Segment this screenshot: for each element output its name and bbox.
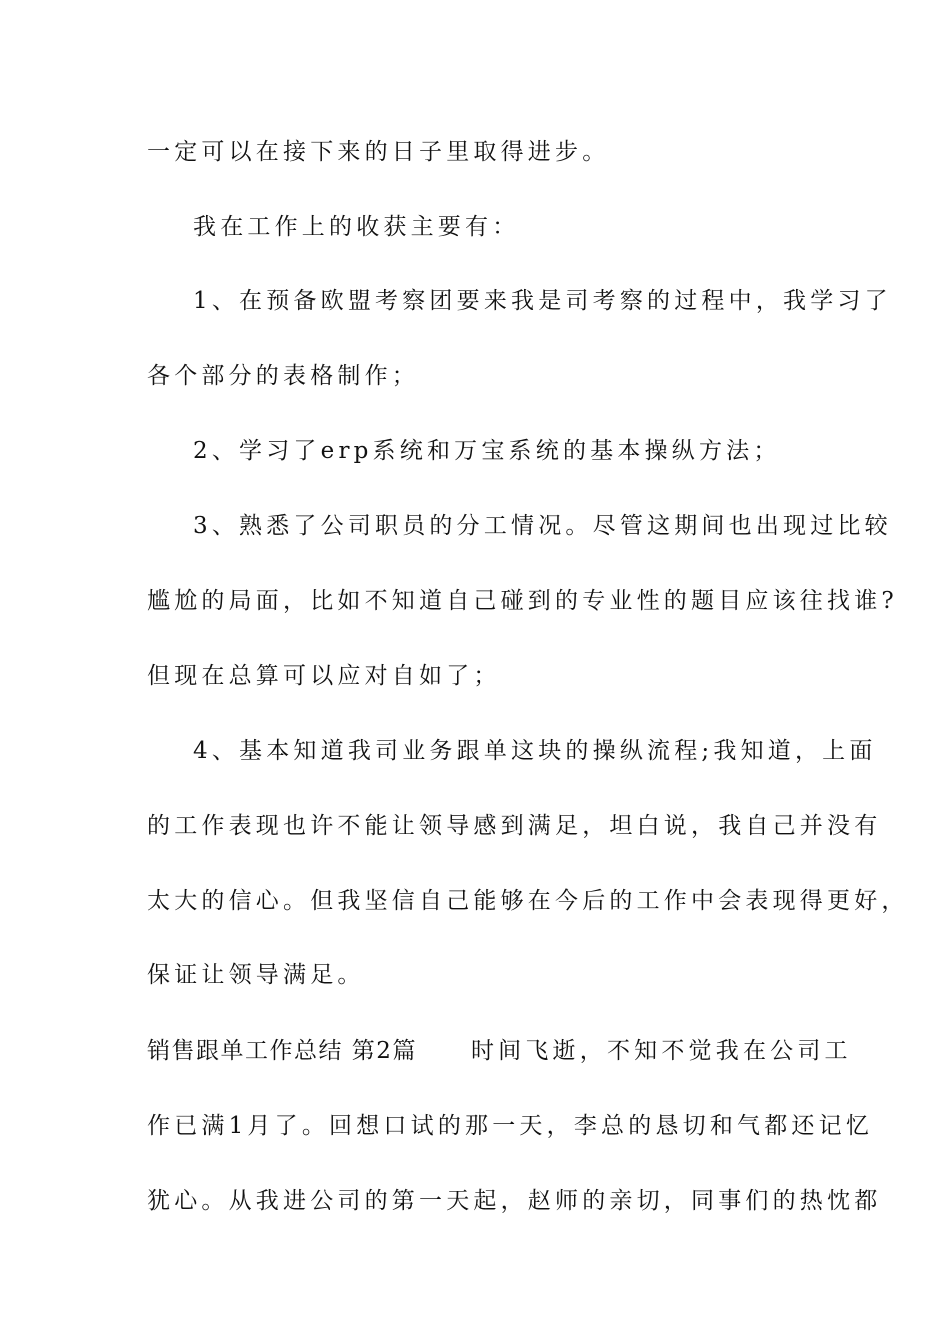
paragraph-line: 3、熟悉了公司职员的分工情况。尽管这期间也出现过比较 xyxy=(193,513,892,539)
paragraph-line: 一定可以在接下来的日子里取得进步。 xyxy=(147,139,610,165)
paragraph-line: 作已满1月了。回想口试的那一天，李总的恳切和气都还记忆 xyxy=(147,1113,874,1139)
paragraph-line: 2、学习了erp系统和万宝系统的基本操纵方法； xyxy=(193,438,781,464)
paragraph-line: 我在工作上的收获主要有： xyxy=(193,214,520,240)
section-heading: 销售跟单工作总结 第2篇 xyxy=(147,1038,417,1064)
paragraph-line: 尴尬的局面，比如不知道自己碰到的专业性的题目应该往找谁? xyxy=(147,588,898,614)
paragraph-line: 保证让领导满足。 xyxy=(147,962,365,988)
paragraph-line: 太大的信心。但我坚信自己能够在今后的工作中会表现得更好， xyxy=(147,888,909,914)
paragraph-line: 1、在预备欧盟考察团要来我是司考察的过程中，我学习了 xyxy=(193,288,892,314)
paragraph-line: 但现在总算可以应对自如了； xyxy=(147,663,501,689)
paragraph-line: 的工作表现也许不能让领导感到满足，坦白说，我自己并没有 xyxy=(147,813,882,839)
paragraph-line: 犹心。从我进公司的第一天起，赵师的亲切，同事们的热忱都 xyxy=(147,1188,882,1214)
section-heading-line xyxy=(147,1036,852,1066)
paragraph-line: 4、基本知道我司业务跟单这块的操纵流程;我知道，上面 xyxy=(193,738,877,764)
paragraph-line: 各个部分的表格制作； xyxy=(147,363,419,389)
section-first-text: 时间飞逝，不知不觉我在公司工 xyxy=(470,1038,852,1064)
